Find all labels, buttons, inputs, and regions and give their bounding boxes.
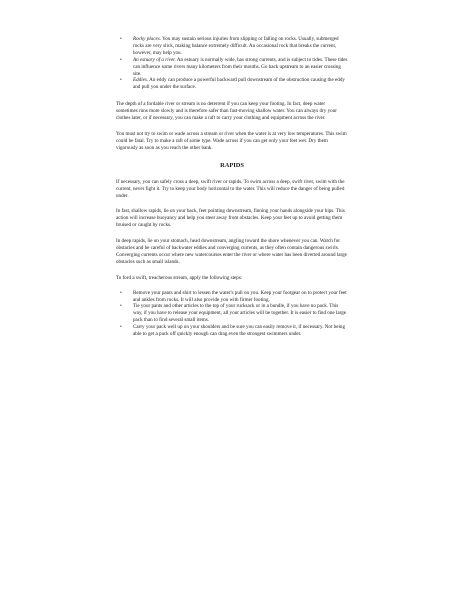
list-item-text: An estuary is normally wide, has strong currents, and is subject to tides. These tides can influence some rivers many kilometers from their mouths. Go back upstream to an easier crossing site.: [133, 56, 348, 77]
bullet-marker: •: [120, 303, 122, 310]
list-item: [116, 303, 348, 324]
paragraph-depth: The depth of a fordable river or stream is no deterrent if you can keep your footing. In fact, deep water sometimes runs more slowly and is therefore safer than fast-moving shallow water. You can always dry your clothes later, or if necessary, you can make a raft to carry your clothing and equipment across the river.: [116, 101, 337, 122]
paragraph-deep-rapids: In deep rapids, lie on your stomach, head downstream, angling toward the shore whenever you can. Watch for obstacles and be careful of backwater eddies and converging currents, as they often contain dangerous swirls. Converging currents occur where new watercourses enter the river or where water has been diverted around large obstacles such as small islands.: [116, 238, 347, 265]
bullet-marker: •: [120, 36, 122, 42]
bullet-marker: •: [120, 56, 122, 63]
list-item-term: Eddies.: [133, 77, 149, 84]
list-item-term: Rocky places.: [133, 36, 162, 42]
document-page: [116, 36, 348, 338]
list-item: [116, 290, 348, 304]
list-item-text: An eddy can produce a powerful backward pull downstream of the obstruction causing the eddy and pull you under the surface.: [133, 77, 345, 91]
bullet-marker: •: [120, 289, 122, 296]
list-item: [116, 77, 348, 91]
paragraph-rapids: If necessary, you can safely cross a deep, swift river or rapids. To swim across a deep, swift river, swim with the current, never fight it. Try to keep your body horizontal to the water. This will reduce the danger of being pulled under.: [116, 178, 345, 199]
paragraph-cold-water: You must not try to swim or wade across a stream or river when the water is at very low temperatures. This swim could be fatal. Try to make a raft of some type. Wade across if you can get only your feet wet. Dry them vigorously as soon as you reach the other bank.: [116, 130, 347, 151]
list-item: [116, 324, 348, 338]
list-item-text: Remove your pants and shirt to lessen the water's pull on you. Keep your footgear on to protect your feet and ankles from rocks. It will also provide you with firmer footing.: [133, 289, 347, 303]
bullet-marker: •: [120, 324, 122, 331]
list-item-text: Tie your pants and other articles to the top of your rucksack or in a bundle, if you have no pack. This way, if you have to release your equipment, all your articles will be together. It is easier to find one large pack than to find several small items.: [133, 303, 347, 324]
bullet-marker: •: [120, 77, 122, 84]
paragraph-shallow-rapids: In fast, shallow rapids, lie on your back, feet pointing downstream, finning your hands alongside your hips. This action will increase buoyancy and help you steer away from obstacles. Keep your feet up to avoid getting them bruised or caught by rocks.: [116, 208, 345, 229]
list-item: [116, 57, 348, 78]
section-heading: RAPIDS: [220, 161, 244, 169]
steps-list: [116, 290, 348, 338]
list-item: [116, 36, 348, 57]
hazard-list: [116, 36, 348, 91]
list-item-text: You may sustain serious injuries from slipping or falling on rocks. Usually, submerged rocks are very slick, making balance extremely difficult. An occasional rock that breaks the current, however, may help you.: [133, 36, 339, 56]
paragraph-ford-intro: To ford a swift, treacherous stream, apply the following steps:: [116, 274, 243, 281]
list-item-term: An estuary of a river.: [133, 56, 176, 63]
list-item-text: Carry your pack well up on your shoulders and be sure you can easily remove it, if necessary. Not being able to get a pack off quickly enough can drag even the strongest swimmers under.: [133, 324, 345, 338]
